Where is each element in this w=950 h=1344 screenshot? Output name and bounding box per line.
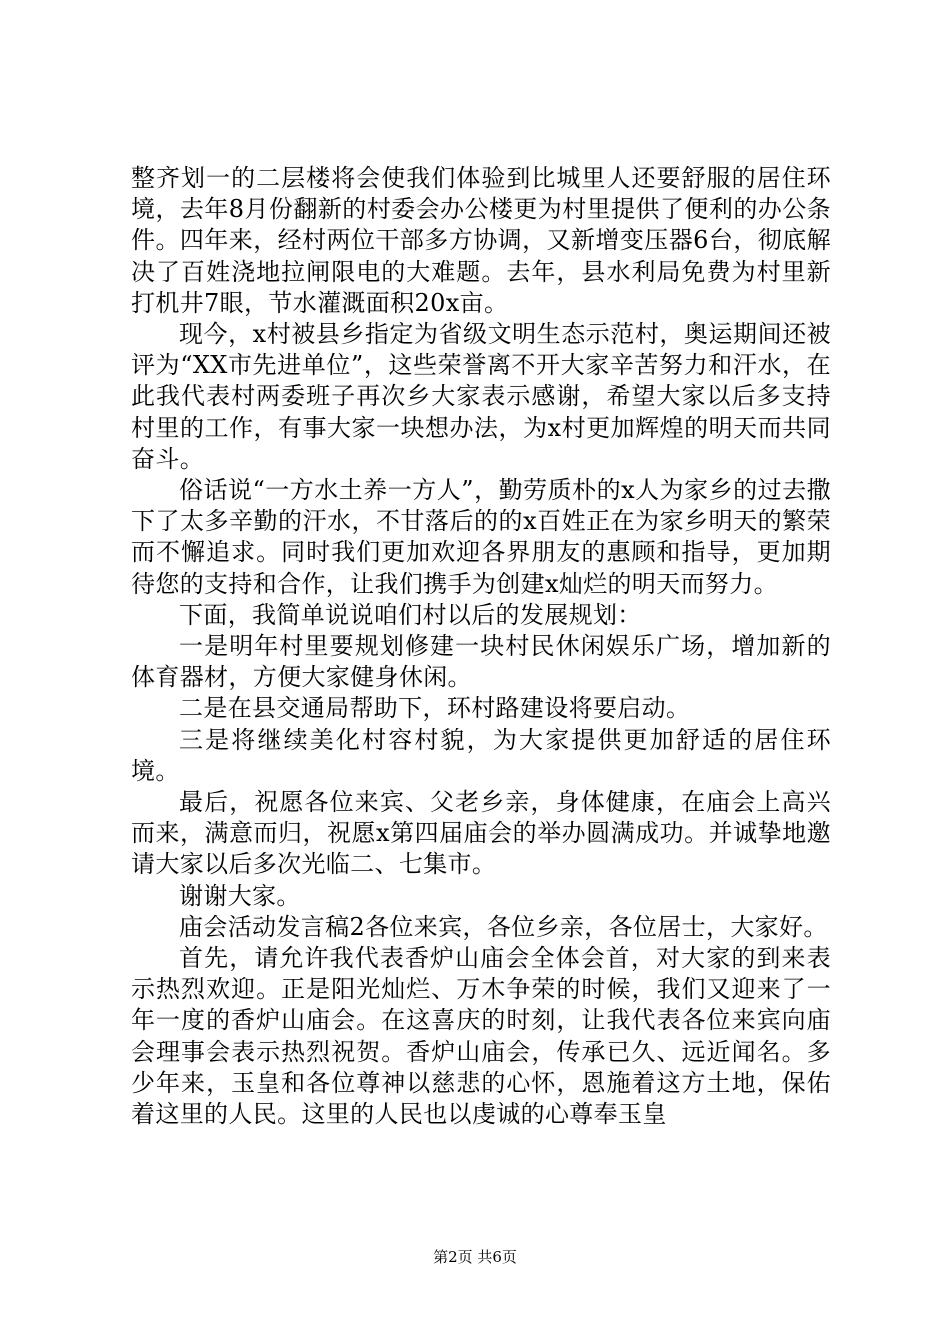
paragraph: 俗话说“一方水土养一方人”，勤劳质朴的x人为家乡的过去撒下了太多辛勤的汗水，不甘落后的的x百姓正在为家乡明天的繁荣而不懈追求。同时我们更加欢迎各界朋友的惠顾和指导，更加期待您的支持和合作，让我们携手为创建x灿烂的明天而努力。 [131,476,831,598]
paragraph: 首先，请允许我代表香炉山庙会全体会首，对大家的到来表示热烈欢迎。正是阳光灿烂、万木争荣的时候，我们又迎来了一年一度的香炉山庙会。在这喜庆的时刻，让我代表各位来宾向庙会理事会表示热烈祝贺。香炉山庙会，传承已久、远近闻名。多少年来，玉皇和各位尊神以慈悲的心怀，恩施着这方土地，保佑着这里的人民。这里的人民也以虔诚的心尊奉玉皇 [131,944,831,1129]
document-body [131,163,831,1130]
paragraph: 一是明年村里要规划修建一块村民休闲娱乐广场，增加新的体育器材，方便大家健身休闲。 [131,632,831,692]
paragraph: 整齐划一的二层楼将会使我们体验到比城里人还要舒服的居住环境，去年8月份翻新的村委会办公楼更为村里提供了便利的办公条件。四年来，经村两位干部多方协调，又新增变压器6台，彻底解决了百姓浇地拉闸限电的大难题。去年，县水利局免费为村里新打机井7眼，节水灌溉面积20x亩。 [131,164,831,317]
paragraph: 三是将继续美化村容村貌，为大家提供更加舒适的居住环境。 [131,725,831,785]
paragraph: 二是在县交通局帮助下，环村路建设将要启动。 [179,694,691,723]
paragraph: 谢谢大家。 [179,881,301,910]
paragraph: 最后，祝愿各位来宾、父老乡亲，身体健康，在庙会上高兴而来，满意而归，祝愿x第四届庙会的举办圆满成功。并诚挚地邀请大家以后多次光临二、七集市。 [131,788,831,879]
paragraph: 下面，我简单说说咱们村以后的发展规划： [179,600,642,629]
page-footer: 第2页 共6页 [433,1248,517,1266]
paragraph: 庙会活动发言稿2各位来宾，各位乡亲，各位居士，大家好。 [179,912,828,941]
paragraph: 现今，x村被县乡指定为省级文明生态示范村，奥运期间还被评为“XX市先进单位”，这些荣誉离不开大家辛苦努力和汗水，在此我代表村两委班子再次乡大家表示感谢，希望大家以后多支持村里的工作，有事大家一块想办法，为x村更加辉煌的明天而共同奋斗。 [131,320,831,473]
